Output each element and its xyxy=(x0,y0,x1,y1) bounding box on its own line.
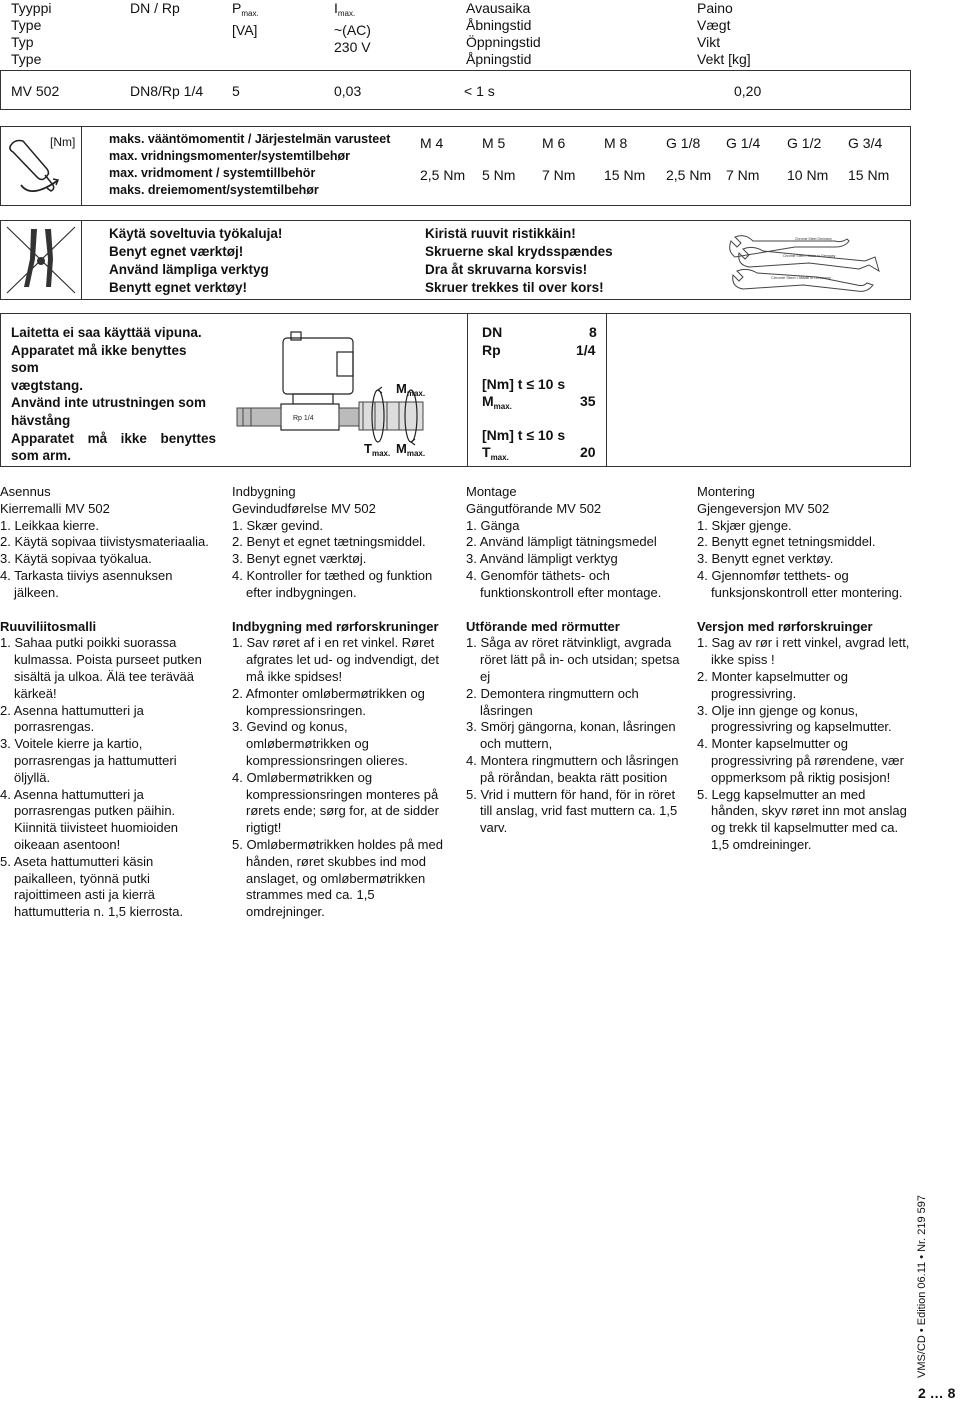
torque-size-m6: M 6 xyxy=(542,135,566,151)
torque-value: 7 Nm xyxy=(542,167,576,183)
valve-pipe-diagram xyxy=(233,324,433,464)
svg-text:Chrome Steel • Made in Germany: Chrome Steel • Made in Germany xyxy=(783,254,836,258)
torque-size-m5: M 5 xyxy=(482,135,506,151)
torque-spec-box: DN 8 Rp 1/4 [Nm] t ≤ 10 s $M_{max.}$ 35 [Nm] t ≤ 10 s $T_{max.}$ 20 xyxy=(467,313,607,467)
svg-text:Rp 1/4: Rp 1/4 xyxy=(293,415,314,422)
torque-size-g12: G 1/2 xyxy=(787,135,822,151)
lever-section xyxy=(0,313,911,467)
document-code: VMS/CD • Edition 06.11 • Nr. 219 597 xyxy=(916,1195,928,1378)
column-danish: Indbygning Gevindudførelse MV 502 1. Skær gevind. 2. Benyt et egnet tætningsmiddel. 3. Benyt egnet værktøj. 4. Kontroller for tæthed og funktion efter indbygningen. Indbygning med rørforskruninger 1. Sav røret af i en ret vinkel. Røret afgrates let ud- og indvendigt, det må ikke spidses! 2. Afmonter omløbermøtrikken og kompressionsringen. 3. Gevind og konus, omløbermøtrikken og kompressionsringen olieres. 4. Omløbermøtrikken og kompressionsringen monteres på rørets ende; sørg for, at de sidder rigtigt! 5. Omløbermøtrikken holdes på med hånden, røret skubbes ind mod anslaget, og omløbermøtrikken strammes med ca. 1,5 omdrejninger. xyxy=(232,484,443,920)
dn-header: DN / Rp xyxy=(130,0,180,16)
spec-row: MV 502 DN8/Rp 1/4 5 0,03 < 1 s 0,20 xyxy=(0,70,911,110)
torque-value: 15 Nm xyxy=(604,167,646,183)
open-end-wrench-icon xyxy=(723,227,903,293)
cross-tighten-instructions: Kiristä ruuvit ristikkäin! Skruerne skal krydsspændes Dra åt skruvarna korsvis! Skruer trekkes til over kors! xyxy=(425,226,613,295)
current-header: $I_{max.}$ ~(AC) 230 V xyxy=(334,0,371,55)
torque-size-g14: G 1/4 xyxy=(726,135,761,151)
torque-value: 5 Nm xyxy=(482,167,516,183)
torque-value: 7 Nm xyxy=(726,167,760,183)
t-max-label: $T_{max.}$ xyxy=(364,441,391,458)
torque-size-m8: M 8 xyxy=(604,135,628,151)
torque-size-m4: M 4 xyxy=(420,135,444,151)
tools-section xyxy=(0,220,911,300)
weight-header: Paino Vægt Vikt Vekt [kg] xyxy=(697,0,751,67)
svg-text:Chrome Steel Germany: Chrome Steel Germany xyxy=(795,237,832,241)
m-max-label-bottom: $M_{max.}$ xyxy=(396,441,426,458)
type-header: Tyyppi Type Typ Type xyxy=(11,0,52,67)
column-norwegian: Montering Gjengeversjon MV 502 1. Skjær gjenge. 2. Benytt egnet tetningsmiddel. 3. Benytt egnet verktøy. 4. Gjennomfør tetthets- og funksjonskontroll etter montering. Versjon med rørforskruinger 1. Sag av rør i rett vinkel, avgrad lett, ikke spiss ! 2. Monter kapselmutter og progressivring. 3. Olje inn gjenge og konus, progressivring og kapselmutter. 4. Monter kapselmutter og progressivring på rørendene, vær oppmerksom på riktig posisjon! 5. Legg kapselmutter an med hånden, skyv røret inn mot anslag og trekk til kapselmutter med ca. 1,5 omdreininger. xyxy=(697,484,910,852)
column-finnish: Asennus Kierremalli MV 502 1. Leikkaa kierre. 2. Käytä sopivaa tiivistysmateriaalia. 3. Käytä sopivaa työkalua. 4. Tarkasta tiiviys asennuksen jälkeen. Ruuviliitosmalli 1. Sahaa putki poikki suorassa kulmassa. Poista purseet putken sisältä ja ulkoa. Älä tee terävää kärkeä! 2. Asenna hattumutteri ja porrasrengas. 3. Voitele kierre ja kartio, porrasrengas ja hattumutteri öljyllä. 4. Asenna hattumutteri ja porrasrengas putken päihin. Kiinnitä tiivisteet huomioiden oikeaan asentoon! 5. Aseta hattumutteri käsin paikalleen, työnnä putki rajoittimeen asti ja kierrä hattumutteria n. 1,5 kierrosta. xyxy=(0,484,209,920)
torque-value: 15 Nm xyxy=(848,167,890,183)
svg-text:Chrome Steel • Made in Germany: Chrome Steel • Made in Germany xyxy=(771,275,831,280)
no-pliers-icon xyxy=(0,220,82,300)
column-swedish: Montage Gängutförande MV 502 1. Gänga 2. Använd lämpligt tätningsmedel 3. Använd lämpligt verktyg 4. Genomför täthets- och funktionskontroll efter montage. Utförande med rörmutter 1. Såga av röret rätvinkligt, avgrada röret lätt på in- och utsidan; spetsa ej 2. Demontera ringmuttern och låsringen 3. Smörj gängorna, konan, låsringen och muttern, 4. Montera ringmuttern och låsringen på röråndan, beakta rätt position 5. Vrid i muttern för hand, för in röret till anslag, vrid fast muttern ca. 1,5 varv. xyxy=(466,484,680,836)
opening-time-header: Avausaika Åbningstid Öppningstid Åpningstid xyxy=(466,0,541,67)
torque-value: 2,5 Nm xyxy=(420,167,466,183)
torque-value: 10 Nm xyxy=(787,167,829,183)
torque-section xyxy=(0,126,911,206)
tools-instructions: Käytä soveltuvia työkaluja! Benyt egnet værktøj! Använd lämpliga verktyg Benytt egnet verktøy! xyxy=(109,226,283,295)
torque-size-g34: G 3/4 xyxy=(848,135,883,151)
torque-value: 2,5 Nm xyxy=(666,167,712,183)
lever-warning: Laitetta ei saa käyttää vipuna. Apparatet må ikke benyttes som vægtstang. Använd inte utrustningen som hävstång Apparatet må ikke benyttes som arm. xyxy=(11,325,216,464)
torque-title: maks. vääntömomentit / Järjestelmän varusteet max. vridningsmomenter/systemtilbehør max. vridmoment / systemtillbehör maks. dreiemoment/systemtilbehør xyxy=(109,132,391,197)
power-header: $P_{max.}$ [VA] xyxy=(232,0,259,38)
page-number: 2 … 8 xyxy=(918,1385,956,1401)
torque-size-g18: G 1/8 xyxy=(666,135,701,151)
wrench-torque-icon: [Nm] xyxy=(0,126,82,206)
m-max-label-top: $M_{max.}$ xyxy=(396,381,426,398)
